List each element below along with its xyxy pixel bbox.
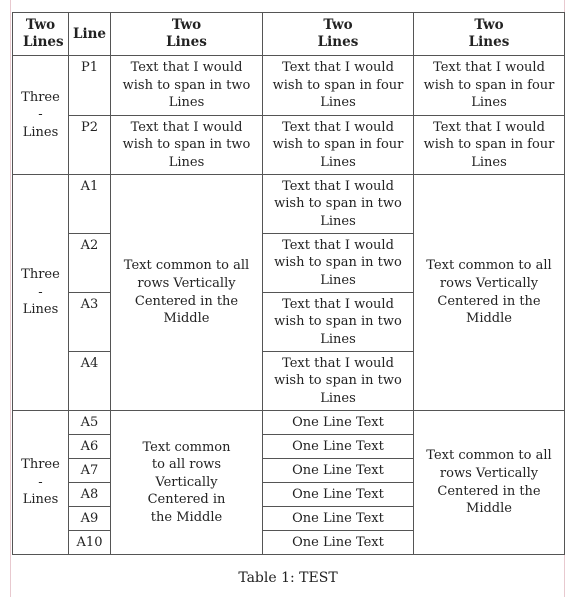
line-cell: A8: [69, 483, 111, 507]
table-row: [13, 175, 565, 234]
header-row: [13, 13, 565, 56]
text-cell: One Line Text: [263, 531, 414, 555]
text-cell: Text that I would wish to span in two Lines: [263, 352, 414, 411]
line-cell: A7: [69, 459, 111, 483]
group-label: Three - Lines: [13, 175, 69, 411]
text-cell: Text that I would wish to span in two Lines: [111, 116, 263, 175]
text-cell: Text that I would wish to span in four Lines: [263, 56, 414, 116]
table-row: [13, 116, 565, 175]
header-cell: Two Lines: [414, 13, 565, 56]
text-cell: Text that I would wish to span in two Lines: [263, 293, 414, 352]
header-cell: Two Lines: [111, 13, 263, 56]
text-cell: One Line Text: [263, 459, 414, 483]
line-cell: A2: [69, 234, 111, 293]
line-cell: A1: [69, 175, 111, 234]
table-row: [13, 411, 565, 435]
text-cell: Text that I would wish to span in two Lines: [111, 56, 263, 116]
line-cell: A10: [69, 531, 111, 555]
line-cell: A6: [69, 435, 111, 459]
text-cell: One Line Text: [263, 411, 414, 435]
common-text-cell: Text common to all rows Vertically Centered in the Middle: [111, 411, 263, 555]
text-cell: One Line Text: [263, 507, 414, 531]
table-caption: Table 1: TEST: [238, 570, 338, 586]
text-cell: Text that I would wish to span in four Lines: [414, 56, 565, 116]
line-cell: A4: [69, 352, 111, 411]
text-cell: One Line Text: [263, 435, 414, 459]
header-cell: Line: [69, 13, 111, 56]
header-cell: Two Lines: [13, 13, 69, 56]
text-cell: Text that I would wish to span in two Lines: [263, 175, 414, 234]
common-text-cell: Text common to all rows Vertically Centered in the Middle: [414, 411, 565, 555]
text-cell: Text that I would wish to span in four Lines: [414, 116, 565, 175]
line-cell: A3: [69, 293, 111, 352]
header-cell: Two Lines: [263, 13, 414, 56]
text-cell: Text that I would wish to span in four Lines: [263, 116, 414, 175]
common-text-cell: Text common to all rows Vertically Centered in the Middle: [414, 175, 565, 411]
group-label: Three - Lines: [13, 56, 69, 175]
common-text-cell: Text common to all rows Vertically Centered in the Middle: [111, 175, 263, 411]
group-label: Three - Lines: [13, 411, 69, 555]
text-cell: Text that I would wish to span in two Lines: [263, 234, 414, 293]
line-cell: A9: [69, 507, 111, 531]
data-table: [12, 12, 565, 555]
line-cell: A5: [69, 411, 111, 435]
line-cell: P2: [69, 116, 111, 175]
table-row: [13, 56, 565, 116]
line-cell: P1: [69, 56, 111, 116]
text-cell: One Line Text: [263, 483, 414, 507]
